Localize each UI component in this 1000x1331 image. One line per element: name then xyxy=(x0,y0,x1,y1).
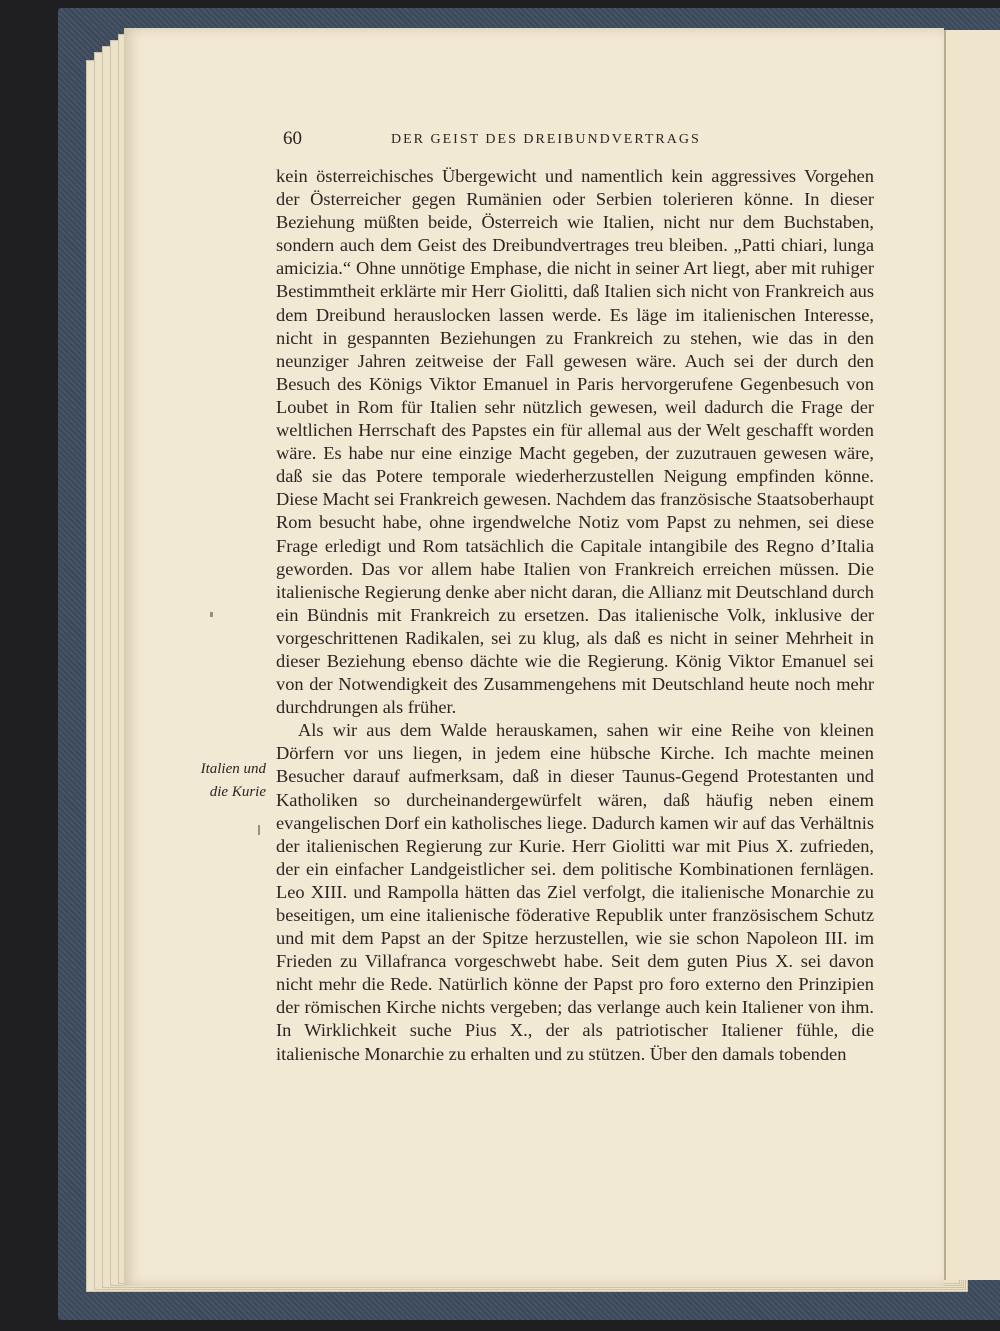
margin-note-line: Italien und xyxy=(200,761,266,777)
page-speck xyxy=(258,825,260,835)
page-header xyxy=(283,128,875,154)
page-number: 60 xyxy=(283,128,302,149)
body-text xyxy=(276,165,874,1066)
facing-page-edge xyxy=(944,30,1000,1280)
margin-note xyxy=(160,758,266,804)
margin-note-line: die Kurie xyxy=(209,784,266,800)
paragraph: kein österreichisches Übergewicht und namentlich kein aggressives Vorgehen der Österreicher gegen Rumänien oder Serbien tolerieren könne. In dieser Beziehung müßten beide, Österreich wie Italien, nicht nur dem Buchstaben, sondern auch dem Geist des Dreibundvertrages treu bleiben. „Patti chiari, lunga amicizia.“ Ohne unnötige Emphase, die nicht in seiner Art liegt, aber mit ruhiger Bestimmtheit erklärte mir Herr Giolitti, daß Italien sich nicht von Frankreich aus dem Dreibund herauslocken lassen werde. Es läge im italienischen Interesse, nicht in gespannten Beziehungen zu Frankreich zu stehen, wie das in den neunziger Jahren zeitweise der Fall gewesen wäre. Auch sei der durch den Besuch des Königs Viktor Emanuel in Paris hervorgerufene Gegenbesuch von Loubet in Rom für Italien sehr nützlich gewesen, weil dadurch die Frage der weltlichen Herrschaft des Papstes ein für allemal aus der Welt geschafft worden wäre. Es habe nur eine einzige Macht gegeben, der zuzutrauen gewesen wäre, daß sie das Potere temporale wiederherzustellen Neigung empfinden könne. Diese Macht sei Frankreich gewesen. Nachdem das französische Staatsoberhaupt Rom besucht habe, ohne irgendwelche Notiz vom Papst zu nehmen, sei diese Frage erledigt und Rom tatsächlich die Capitale intangibile des Regno d’Italia geworden. Das vor allem habe Italien von Frankreich erreichen müssen. Die italienische Regierung denke aber nicht daran, die Allianz mit Deutschland durch ein Bündnis mit Frankreich zu ersetzen. Das italienische Volk, inklusive der vorgeschrittenen Radikalen, sei zu klug, als daß es nicht in seiner Mehrheit in dieser Beziehung ebenso dächte wie die Regierung. König Viktor Emanuel sei von der Notwendigkeit des Zusammengehens mit Deutschland heute noch mehr durchdrungen als früher. xyxy=(276,166,875,718)
running-head: DER GEIST DES DREIBUNDVERTRAGS xyxy=(391,132,701,147)
page-speck xyxy=(210,612,213,617)
paragraph: Als wir aus dem Walde herauskamen, sahen wir eine Reihe von kleinen Dörfern vor uns liegen, in jedem eine hübsche Kirche. Ich machte meinen Besucher darauf aufmerksam, daß in dieser Taunus-Gegend Protestanten und Katholiken so durcheinandergewürfelt wären, daß häufig neben einem evangelischen Dorf ein katholisches liege. Dadurch kamen wir auf das Verhältnis der italienischen Regierung zur Kurie. Herr Giolitti war mit Pius X. zufrieden, der ein einfacher Landgeistlicher sei. dem politische Kombinationen fernlägen. Leo XIII. und Rampolla hätten das Ziel verfolgt, die italienische Monarchie zu beseitigen, um eine italienische föderative Republik unter französischem Schutz und mit dem Papst an der Spitze herzustellen, wie sie schon Napoleon III. im Frieden zu Villafranca vorgeschwebt habe. Seit dem guten Pius X. sei davon nicht mehr die Rede. Natürlich könne der Papst pro foro externo den Prinzipien der römischen Kirche nichts vergeben; das verlange auch kein Italiener von ihm. In Wirklichkeit suche Pius X., der als patriotischer Italiener fühle, die italienische Monarchie zu erhalten und zu stützen. Über den damals tobenden xyxy=(276,720,874,1064)
